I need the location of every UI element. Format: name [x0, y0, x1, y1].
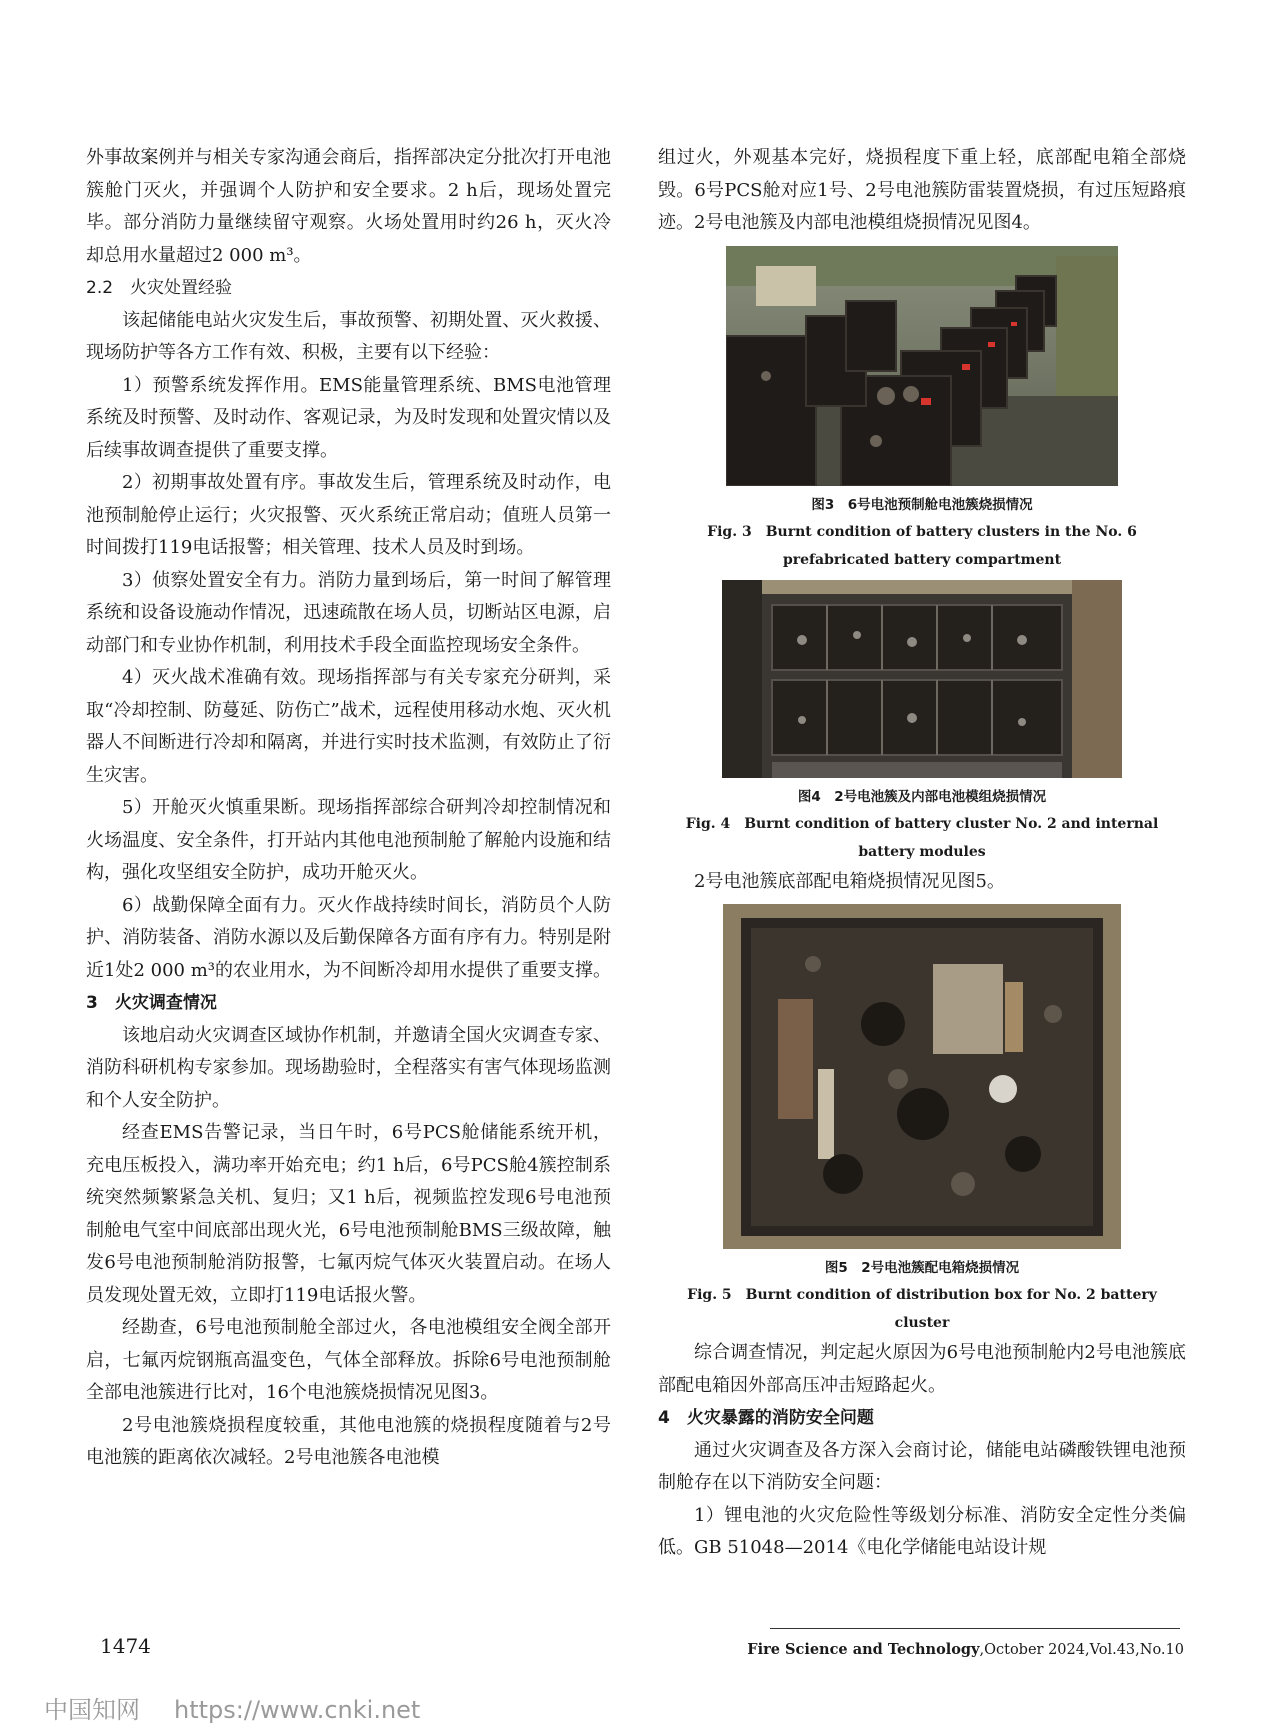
paragraph: 该起储能电站火灾发生后，事故预警、初期处置、灭火救援、现场防护等各方工作有效、积极，主要有以下经验： [86, 309, 611, 363]
paragraph: 外事故案例并与相关专家沟通会商后，指挥部决定分批次打开电池簇舱门灭火，并强调个人防护和安全要求。2 h后，现场处置完毕。部分消防力量继续留守观察。火场处置用时约26 h，灭火冷却总用水量超过2 000 m³。 [86, 147, 611, 266]
figure-4-caption-cn: 图4 2号电池簇及内部电池模组烧损情况 [797, 788, 1047, 805]
figure-4-photo [722, 580, 1122, 778]
section-heading-4: 4 火灾暴露的消防安全问题 [658, 1408, 874, 1428]
section-heading-2-2: 2.2 火灾处置经验 [86, 278, 233, 298]
watermark-cn: 中国知网 [44, 1696, 140, 1724]
figure-3-caption-cn: 图3 6号电池预制舱电池簇烧损情况 [811, 496, 1033, 513]
burnt-battery-clusters-image [726, 246, 1118, 486]
paragraph: 3）侦察处置安全有力。消防力量到场后，第一时间了解管理系统和设备设施动作情况，迅速疏散在场人员，切断站区电源，启动部门和专业协作机制，利用技术手段全面监控现场安全条件。 [86, 569, 611, 656]
paragraph: 4）灭火战术准确有效。现场指挥部与有关专家充分研判，采取“冷却控制、防蔓延、防伤亡”战术，远程使用移动水炮、灭火机器人不间断进行冷却和隔离，并进行实时技术监测，有效防止了衍生灾害。 [86, 667, 611, 786]
paragraph: 综合调查情况，判定起火原因为6号电池预制舱内2号电池簇底部配电箱因外部高压冲击短路起火。 [658, 1342, 1186, 1396]
figure-4-caption-en: Fig. 4 Burnt condition of battery cluster No. 2 and internal battery modules [685, 815, 1159, 860]
paragraph: 2）初期事故处置有序。事故发生后，管理系统及时动作，电池预制舱停止运行；火灾报警、灭火系统正常启动；值班人员第一时间拨打119电话报警；相关管理、技术人员及时到场。 [86, 472, 611, 558]
paragraph: 2号电池簇烧损程度较重，其他电池簇的烧损程度随着与2号电池簇的距离依次减轻。2号电池簇各电池模 [86, 1414, 611, 1468]
paragraph: 经查EMS告警记录，当日午时，6号PCS舱储能系统开机，充电压板投入，满功率开始充电；约1 h后，6号PCS舱4簇控制系统突然频繁紧急关机、复归；又1 h后，视频监控发现6号电池预制舱电气室中间底部出现火光，6号电池预制舱BMS三级故障，触发6号电池预制舱消防报警，七氟丙烷气体灭火装置启动。在场人员发现处置无效，立即打119电话报火警。 [86, 1122, 611, 1306]
paragraph: 1）预警系统发挥作用。EMS能量管理系统、BMS电池管理系统及时预警、及时动作、客观记录，为及时发现和处置灾情以及后续事故调查提供了重要支撑。 [86, 374, 611, 461]
paragraph: 通过火灾调查及各方深入会商讨论，储能电站磷酸铁锂电池预制舱存在以下消防安全问题： [658, 1439, 1186, 1493]
paragraph: 该地启动火灾调查区域协作机制，并邀请全国火灾调查专家、消防科研机构专家参加。现场勘验时，全程落实有害气体现场监测和个人安全防护。 [86, 1024, 611, 1111]
figure-3-caption-en: Fig. 3 Burnt condition of battery clusters in the No. 6 prefabricated battery compartment [707, 523, 1137, 568]
watermark-url[interactable]: https://www.cnki.net [174, 1696, 421, 1724]
right-column [658, 142, 1186, 1565]
paragraph: 5）开舱灭火慎重果断。现场指挥部综合研判冷却控制情况和火场温度、安全条件，打开站内其他电池预制舱了解舱内设施和结构，强化攻坚组安全防护，成功开舱灭火。 [86, 797, 611, 883]
burnt-distribution-box-image [723, 904, 1121, 1249]
figure-5-caption-cn: 图5 2号电池簇配电箱烧损情况 [824, 1260, 1020, 1276]
section-heading-3: 3 火灾调查情况 [86, 993, 217, 1013]
left-column [86, 142, 611, 1475]
paragraph: 6）战勤保障全面有力。灭火作战持续时间长，消防员个人防护、消防装备、消防水源以及后勤保障各方面有序有力。特别是附近1处2 000 m³的农业用水，为不间断冷却用水提供了重要支撑。 [86, 894, 611, 981]
paragraph: 经勘查，6号电池预制舱全部过火，各电池模组安全阀全部开启，七氟丙烷钢瓶高温变色，气体全部释放。拆除6号电池预制舱全部电池簇进行比对，16个电池簇烧损情况见图3。 [86, 1317, 611, 1403]
figure-3-photo [726, 246, 1118, 486]
journal-info [747, 1641, 1184, 1658]
cnki-watermark [44, 1690, 420, 1725]
journal-issue: ,October 2024,Vol.43,No.10 [979, 1642, 1184, 1658]
figure-5-caption-en: Fig. 5 Burnt condition of distribution box for No. 2 battery cluster [687, 1287, 1157, 1331]
page-number: 1474 [100, 1634, 151, 1658]
figure-5-photo [723, 904, 1121, 1249]
paragraph: 2号电池簇底部配电箱烧损情况见图5。 [694, 870, 1005, 892]
burnt-battery-modules-image [722, 580, 1122, 778]
footer-rule [770, 1628, 1180, 1629]
paragraph: 组过火，外观基本完好，烧损程度下重上轻，底部配电箱全部烧毁。6号PCS舱对应1号、2号电池簇防雷装置烧损，有过压短路痕迹。2号电池簇及内部电池模组烧损情况见图4。 [658, 147, 1186, 233]
paragraph: 1）锂电池的火灾危险性等级划分标准、消防安全定性分类偏低。GB 51048—2014《电化学储能电站设计规 [658, 1504, 1186, 1558]
journal-name: Fire Science and Technology [747, 1641, 980, 1658]
